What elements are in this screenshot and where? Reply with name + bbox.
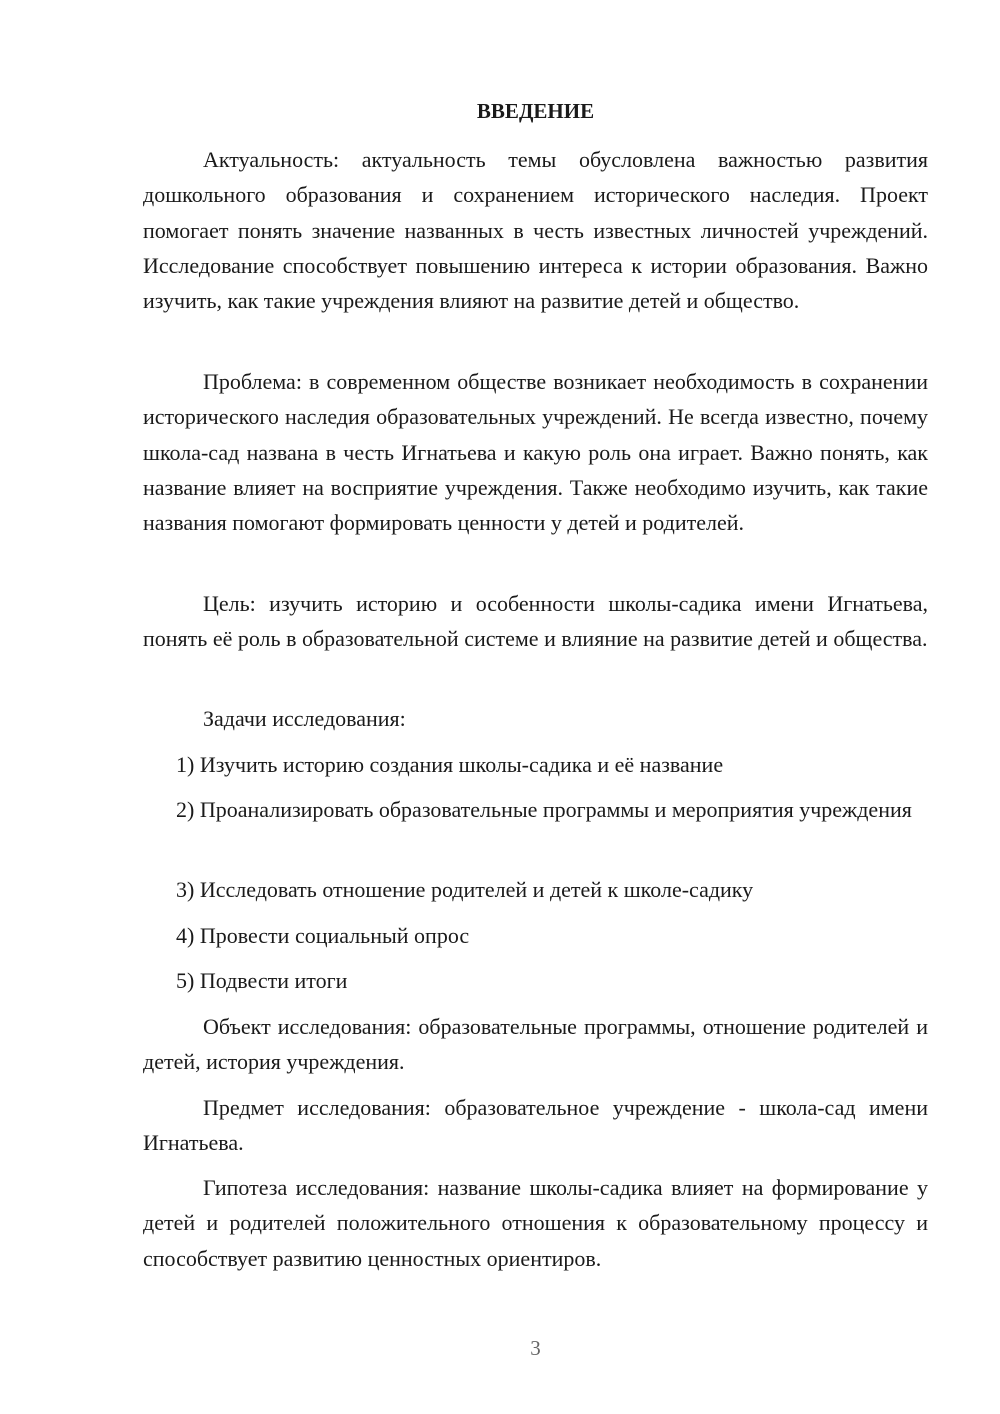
tasks-heading: Задачи исследования: (203, 706, 406, 731)
paragraph-subject: Предмет исследования: образовательное учреждение - школа-сад имени Игнатьева. (143, 1095, 928, 1156)
task-item-2: 2) Проанализировать образовательные программы и мероприятия учреждения (176, 797, 912, 822)
paragraph-object: Объект исследования: образовательные программы, отношение родителей и детей, история учреждения. (143, 1014, 928, 1075)
task-item-3: 3) Исследовать отношение родителей и детей к школе-садику (176, 877, 754, 902)
task-item-1: 1) Изучить историю создания школы-садика и её название (176, 752, 724, 777)
section-title: ВВЕДЕНИЕ (476, 99, 595, 123)
paragraph-relevance: Актуальность: актуальность темы обусловлена важностью развития дошкольного образования и сохранением исторического наследия. Проект помогает понять значение названных в честь известных личностей учреждений. Исследование способствует повышению интереса к истории образования. Важно изучить, как такие учреждения влияют на развитие детей и общество. (143, 147, 928, 314)
task-item-4: 4) Провести социальный опрос (176, 923, 470, 948)
paragraph-problem: Проблема: в современном обществе возникает необходимость в сохранении исторического наследия образовательных учреждений. Не всегда известно, почему школа-сад названа в честь Игнатьева и какую роль она играет. Важно понять, как название влияет на восприятие учреждения. Также необходимо изучить, как такие названия помогают формировать ценности у детей и родителей. (143, 369, 928, 536)
page-number: 3 (530, 1336, 541, 1360)
task-item-5: 5) Подвести итоги (176, 968, 348, 993)
paragraph-goal: Цель: изучить историю и особенности школы-садика имени Игнатьева, понять её роль в образовательной системе и влияние на развитие детей и общества. (143, 591, 928, 652)
paragraph-hypothesis: Гипотеза исследования: название школы-садика влияет на формирование у детей и родителей положительного отношения к образовательному процессу и способствует развитию ценностных ориентиров. (143, 1175, 928, 1271)
document-page (143, 0, 928, 1414)
